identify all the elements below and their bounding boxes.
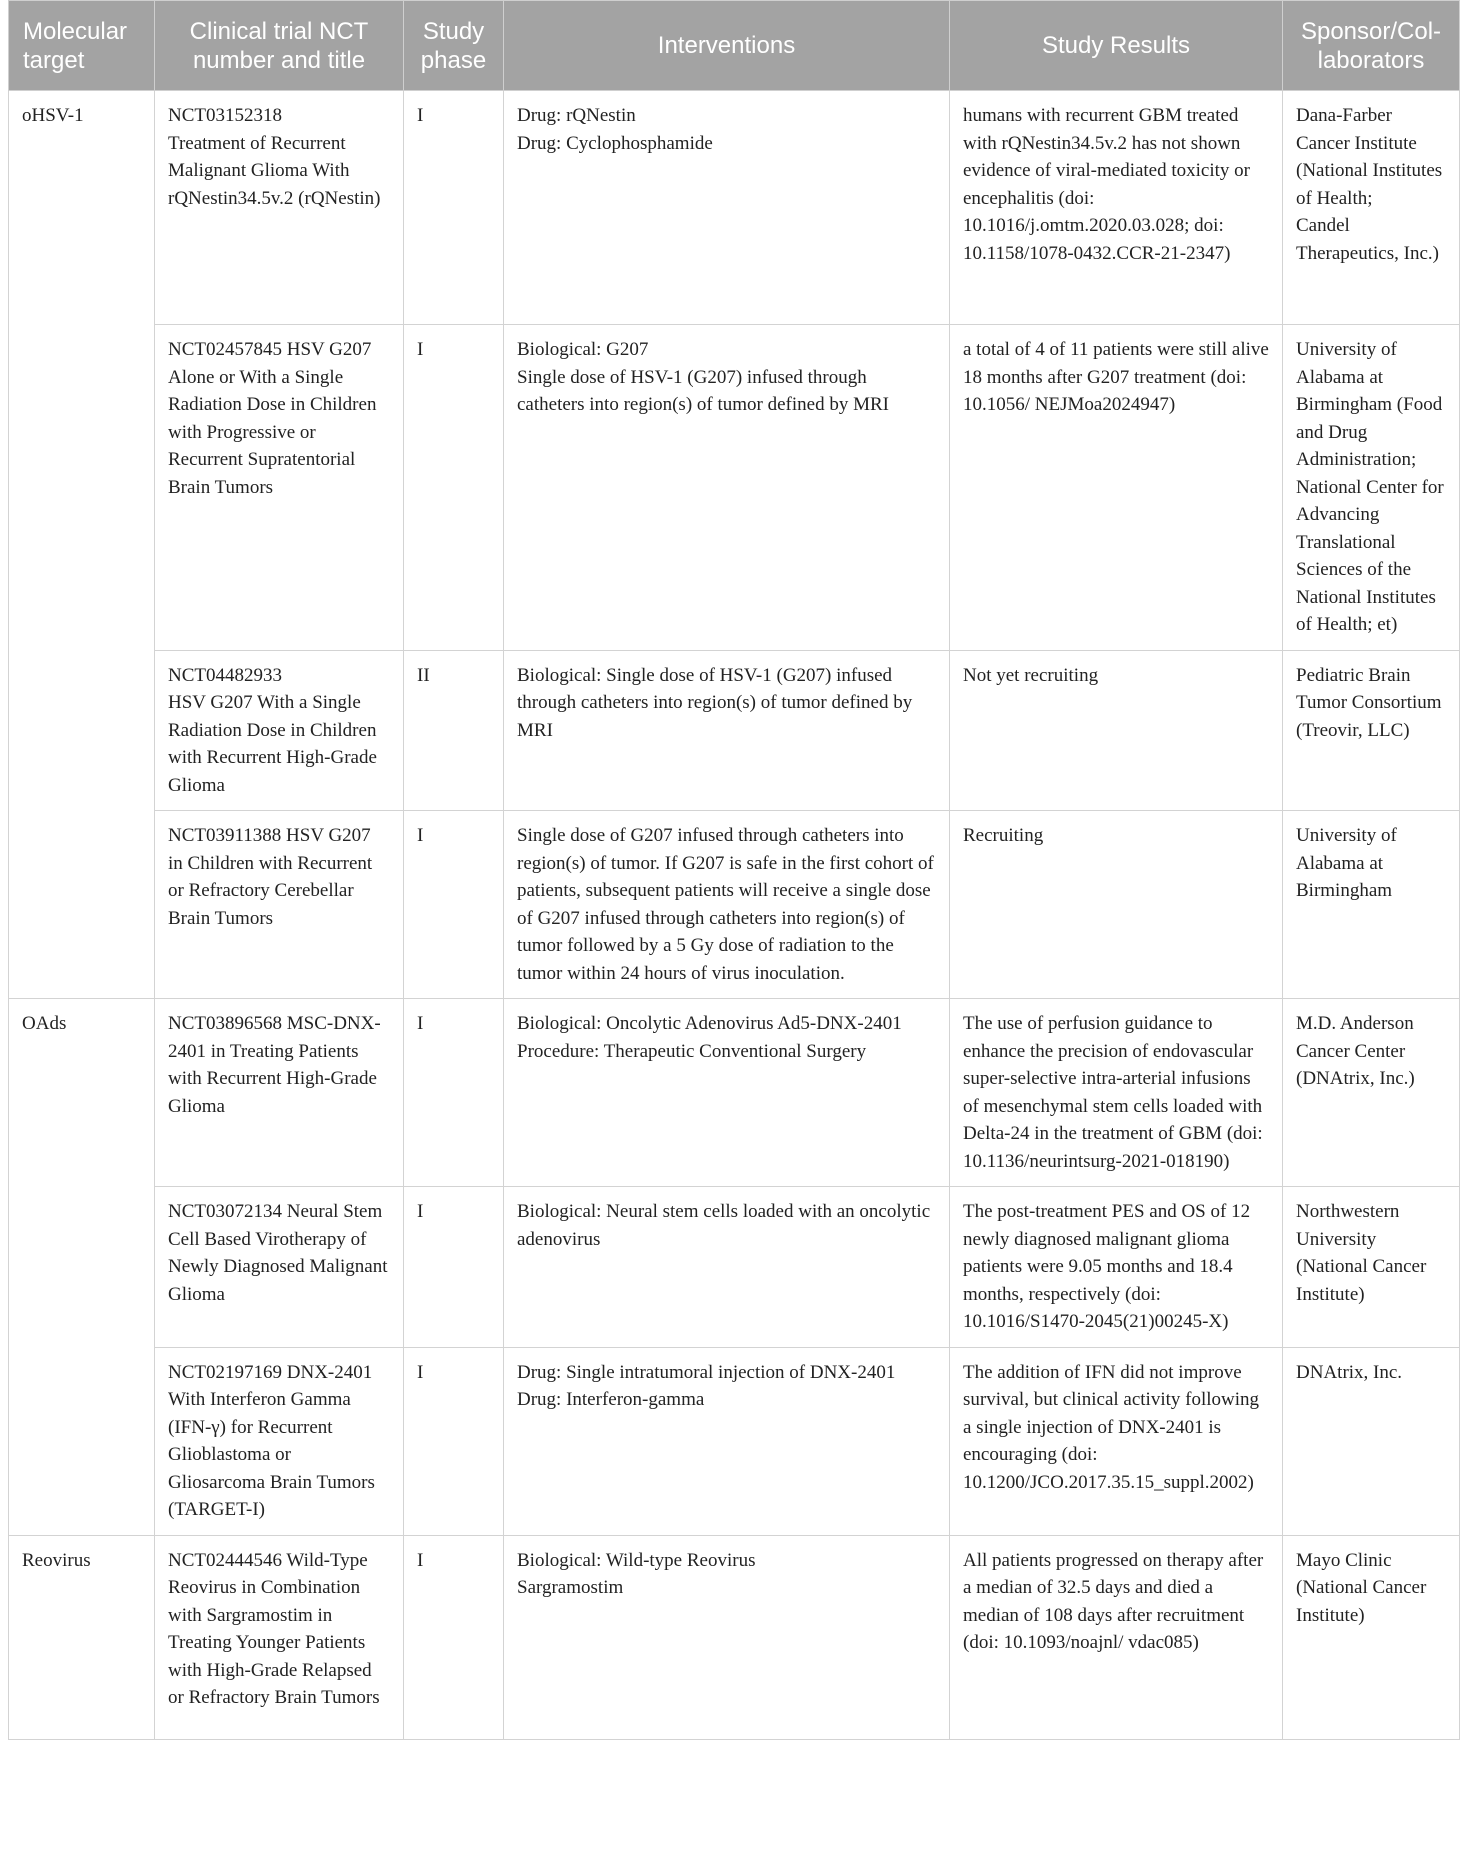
molecular-target-cell: oHSV-1 bbox=[9, 91, 155, 999]
interventions-cell: Biological: Neural stem cells loaded with an oncolytic adenovirus bbox=[504, 1187, 950, 1348]
interventions-cell: Biological: Single dose of HSV-1 (G207) infused through catheters into region(s) of tumor defined by MRI bbox=[504, 650, 950, 811]
interventions-cell: Drug: Single intratumoral injection of DNX-2401 Drug: Interferon-gamma bbox=[504, 1347, 950, 1535]
trial-cell: NCT03911388 HSV G207 in Children with Recurrent or Refractory Cerebellar Brain Tumors bbox=[155, 811, 404, 999]
trial-cell: NCT02444546 Wild-Type Reovirus in Combination with Sargramostim in Treating Younger Patients with High-Grade Relapsed or Refractory Brain Tumors bbox=[155, 1535, 404, 1739]
phase-cell: I bbox=[404, 1347, 504, 1535]
trial-cell: NCT03152318 Treatment of Recurrent Malignant Glioma With rQNestin34.5v.2 (rQNestin) bbox=[155, 91, 404, 325]
header-study-phase: Study phase bbox=[404, 1, 504, 91]
table-row bbox=[9, 999, 1460, 1187]
interventions-cell: Drug: rQNestin Drug: Cyclophosphamide bbox=[504, 91, 950, 325]
table-row bbox=[9, 1347, 1460, 1535]
header-clinical-trial: Clinical trial NCT number and title bbox=[155, 1, 404, 91]
results-cell: The addition of IFN did not improve survival, but clinical activity following a single injection of DNX-2401 is encouraging (doi: 10.1200/JCO.2017.35.15_suppl.2002) bbox=[950, 1347, 1283, 1535]
interventions-cell: Biological: Oncolytic Adenovirus Ad5-DNX-2401 Procedure: Therapeutic Conventional Surgery bbox=[504, 999, 950, 1187]
phase-cell: I bbox=[404, 999, 504, 1187]
interventions-cell: Biological: G207 Single dose of HSV-1 (G207) infused through catheters into region(s) of tumor defined by MRI bbox=[504, 325, 950, 651]
phase-cell: I bbox=[404, 1187, 504, 1348]
sponsor-cell: M.D. Anderson Cancer Center (DNAtrix, Inc.) bbox=[1283, 999, 1460, 1187]
molecular-target-cell: OAds bbox=[9, 999, 155, 1536]
header-row bbox=[9, 1, 1460, 91]
header-sponsor: Sponsor/Col-laborators bbox=[1283, 1, 1460, 91]
trial-cell: NCT02197169 DNX-2401 With Interferon Gamma (IFN-γ) for Recurrent Glioblastoma or Gliosarcoma Brain Tumors (TARGET-I) bbox=[155, 1347, 404, 1535]
results-cell: All patients progressed on therapy after a median of 32.5 days and died a median of 108 days after recruitment (doi: 10.1093/noajnl/ vdac085) bbox=[950, 1535, 1283, 1739]
results-cell: humans with recurrent GBM treated with rQNestin34.5v.2 has not shown evidence of viral-mediated toxicity or encephalitis (doi: 10.1016/j.omtm.2020.03.028; doi: 10.1158/1078-0432.CCR-21-2347) bbox=[950, 91, 1283, 325]
interventions-cell: Single dose of G207 infused through catheters into region(s) of tumor. If G207 is safe in the first cohort of patients, subsequent patients will receive a single dose of G207 infused through catheters into region(s) of tumor followed by a 5 Gy dose of radiation to the tumor within 24 hours of virus inoculation. bbox=[504, 811, 950, 999]
table-row bbox=[9, 91, 1460, 325]
sponsor-cell: University of Alabama at Birmingham (Food and Drug Administration; National Center for Advancing Translational Sciences of the National Institutes of Health; et) bbox=[1283, 325, 1460, 651]
trial-cell: NCT03072134 Neural Stem Cell Based Virotherapy of Newly Diagnosed Malignant Glioma bbox=[155, 1187, 404, 1348]
sponsor-cell: Northwestern University (National Cancer Institute) bbox=[1283, 1187, 1460, 1348]
trial-cell: NCT04482933 HSV G207 With a Single Radiation Dose in Children with Recurrent High-Grade Glioma bbox=[155, 650, 404, 811]
header-interventions: Interventions bbox=[504, 1, 950, 91]
phase-cell: I bbox=[404, 1535, 504, 1739]
clinical-trials-table bbox=[8, 0, 1460, 1740]
phase-cell: I bbox=[404, 325, 504, 651]
results-cell: The post-treatment PES and OS of 12 newly diagnosed malignant glioma patients were 9.05 months and 18.4 months, respectively (doi: 10.1016/S1470-2045(21)00245-X) bbox=[950, 1187, 1283, 1348]
phase-cell: II bbox=[404, 650, 504, 811]
interventions-cell: Biological: Wild-type Reovirus Sargramostim bbox=[504, 1535, 950, 1739]
phase-cell: I bbox=[404, 91, 504, 325]
table-row bbox=[9, 1187, 1460, 1348]
results-cell: Recruiting bbox=[950, 811, 1283, 999]
table-row bbox=[9, 325, 1460, 651]
sponsor-cell: Mayo Clinic (National Cancer Institute) bbox=[1283, 1535, 1460, 1739]
results-cell: a total of 4 of 11 patients were still alive 18 months after G207 treatment (doi: 10.1056/ NEJMoa2024947) bbox=[950, 325, 1283, 651]
results-cell: The use of perfusion guidance to enhance the precision of endovascular super-selective intra-arterial infusions of mesenchymal stem cells loaded with Delta-24 in the treatment of GBM (doi: 10.1136/neurintsurg-2021-018190) bbox=[950, 999, 1283, 1187]
trial-cell: NCT03896568 MSC-DNX-2401 in Treating Patients with Recurrent High-Grade Glioma bbox=[155, 999, 404, 1187]
sponsor-cell: Pediatric Brain Tumor Consortium (Treovir, LLC) bbox=[1283, 650, 1460, 811]
header-study-results: Study Results bbox=[950, 1, 1283, 91]
trial-cell: NCT02457845 HSV G207 Alone or With a Single Radiation Dose in Children with Progressive or Recurrent Supratentorial Brain Tumors bbox=[155, 325, 404, 651]
sponsor-cell: DNAtrix, Inc. bbox=[1283, 1347, 1460, 1535]
sponsor-cell: University of Alabama at Birmingham bbox=[1283, 811, 1460, 999]
molecular-target-cell: Reovirus bbox=[9, 1535, 155, 1739]
table-row bbox=[9, 811, 1460, 999]
results-cell: Not yet recruiting bbox=[950, 650, 1283, 811]
sponsor-cell: Dana-Farber Cancer Institute (National Institutes of Health; Candel Therapeutics, Inc.) bbox=[1283, 91, 1460, 325]
table-row bbox=[9, 1535, 1460, 1739]
header-molecular-target: Molecular target bbox=[9, 1, 155, 91]
phase-cell: I bbox=[404, 811, 504, 999]
table-row bbox=[9, 650, 1460, 811]
